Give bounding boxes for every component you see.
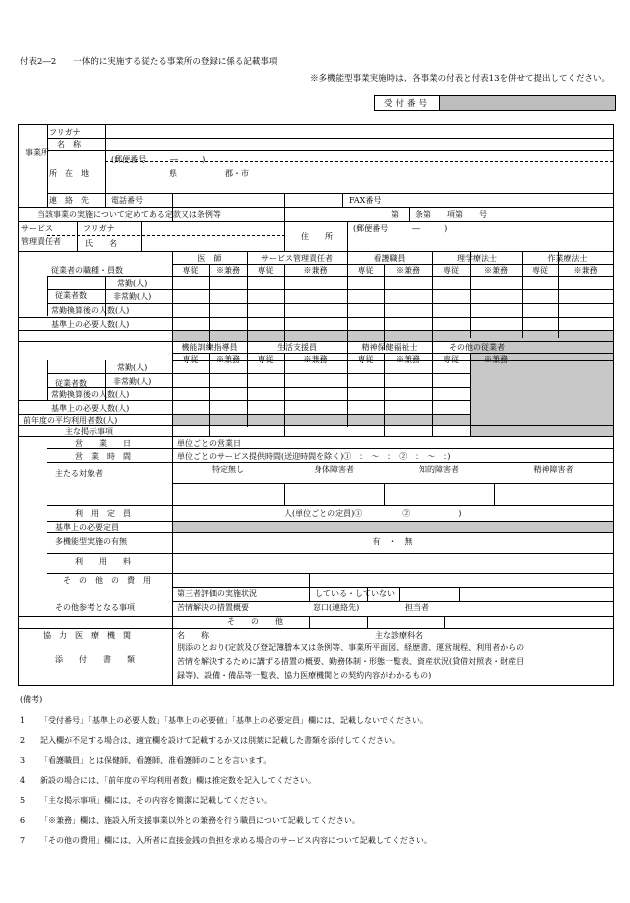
- nonregular-label: 非常勤(人): [113, 292, 152, 301]
- target-mental: 精神障害者: [533, 465, 574, 474]
- note-text: 「看護職員」とは保健師、看護師、准看護師のことを言います。: [40, 756, 272, 765]
- regular-label: 常勤(人): [117, 279, 148, 288]
- fte-label: 常勤換算後の人数(人): [51, 306, 130, 315]
- note-number: 4: [20, 776, 26, 785]
- multi-function-label: 多機能型実施の有無: [55, 537, 127, 546]
- fulltime-label: 専従: [257, 266, 274, 275]
- contact-label: 連 絡 先: [49, 196, 89, 205]
- fulltime-label: 専従: [357, 266, 374, 275]
- note-number: 2: [20, 736, 26, 745]
- office-label: 事業所: [25, 148, 49, 157]
- note-item: [20, 775, 316, 786]
- address-label: 所 在 地: [49, 169, 89, 178]
- complaint-label: 苦情解決の措置概要: [177, 603, 249, 612]
- receipt-number-label: 受付番号: [375, 96, 440, 110]
- role-pt: 理学療法士: [457, 254, 497, 263]
- concurrent-label: ※兼務: [484, 355, 508, 364]
- note-text: 新設の場合には、「前年度の平均利用者数」欄は推定数を記入してください。: [40, 776, 316, 785]
- role-other-staff: その他の従業者: [449, 343, 505, 352]
- role-ot: 作業療法士: [547, 254, 588, 263]
- attachments-line1: 別添のとおり(定款及び登記簿謄本又は条例等、事業所平面図、経歴書、運営規程、利用者からの: [177, 643, 525, 652]
- dept-label: 主な診療科名: [375, 631, 423, 640]
- note-item: [20, 815, 360, 826]
- target-unspecified: 特定無し: [212, 465, 244, 474]
- required-staff-label: 基準上の必要人数(人): [51, 320, 130, 329]
- staff-count-label: 従業者数: [55, 291, 87, 300]
- multi-function-note: ※多機能型事業実施時は、各事業の付表と付表13を併せて提出してください。: [310, 74, 610, 84]
- note-number: 6: [20, 816, 26, 825]
- receipt-number-box: [374, 95, 616, 111]
- business-days-label: 営 業 日: [75, 439, 131, 448]
- staff-count-label: 従業者数: [55, 379, 87, 388]
- manager-label-line1: サービス: [21, 224, 53, 233]
- concurrent-label: ※兼務: [484, 266, 508, 275]
- manager-label-line2: 管理責任者: [21, 237, 61, 246]
- target-intellectual: 知的障害者: [419, 465, 459, 474]
- pref-city-text: 県 郡・市: [169, 169, 249, 178]
- receipt-number-field: [440, 96, 615, 110]
- fax-label: FAX番号: [349, 196, 382, 205]
- postal-code-text: (郵便番号 ― ): [111, 155, 206, 164]
- note-item: [20, 755, 271, 766]
- fulltime-label: 専従: [182, 355, 199, 364]
- concurrent-label: ※兼務: [396, 266, 420, 275]
- note-item: [20, 835, 432, 846]
- concurrent-label: ※兼務: [216, 355, 240, 364]
- note-text: 「その他の費用」欄には、入所者に直接金銭の負担を求める場合のサービス内容について記載してください。: [40, 836, 432, 845]
- staff-title: 従業者の職種・員数: [51, 266, 123, 275]
- note-text: 「主な掲示事項」欄には、その内容を簡潔に記載してください。: [40, 796, 272, 805]
- residence-label: 住 所: [301, 232, 333, 241]
- note-item: [20, 735, 400, 746]
- note-number: 7: [20, 836, 26, 845]
- required-staff-label: 基準上の必要人数(人): [51, 404, 130, 413]
- others-label: そ の 他: [227, 617, 283, 626]
- concurrent-label: ※兼務: [303, 266, 328, 275]
- fee-label: 利 用 料: [75, 557, 131, 566]
- note-number: 5: [20, 796, 26, 805]
- avg-users-label: 前年度の平均利用者数(人): [23, 416, 118, 425]
- name-label: 名 称: [57, 140, 81, 149]
- target-physical: 身体障害者: [314, 465, 354, 474]
- concurrent-label: ※兼務: [573, 266, 598, 275]
- note-number: 3: [20, 756, 26, 765]
- attachments-line2: 苦情を解決するために講ずる措置の概要、勤務体制・形態一覧表、資産状況(貸借対照表・財産目: [177, 657, 525, 666]
- concurrent-label: ※兼務: [303, 355, 328, 364]
- manager-furigana-label: フリガナ: [83, 224, 115, 233]
- article-text: 第 条第 項第 号: [391, 210, 487, 219]
- note-item: [20, 715, 428, 726]
- ordinance-label: 当該事業の実施について定めてある定款又は条例等: [37, 210, 221, 219]
- person-label: 担当者: [405, 603, 429, 612]
- business-hours-label: 営 業 時 間: [75, 452, 131, 461]
- coop-label: 協 力 医 療 機 関: [43, 631, 131, 640]
- note-number: 1: [20, 716, 26, 725]
- notes-title: (備考): [20, 695, 43, 704]
- fulltime-label: 専従: [357, 355, 374, 364]
- role-functional-trainer: 機能訓練指導員: [181, 343, 238, 352]
- fulltime-label: 専従: [182, 266, 199, 275]
- concurrent-label: ※兼務: [396, 355, 420, 364]
- coop-name-label: 名 称: [177, 631, 209, 640]
- third-party-value: している・していない: [315, 589, 395, 598]
- business-hours-value: 単位ごとのサービス提供時間(送迎時間を除く)① ： ～ ： ② ： ～ ：): [177, 452, 451, 461]
- role-nursing: 看護職員: [373, 254, 406, 263]
- window-label: 窓口(連絡先): [313, 603, 360, 612]
- target-label: 主たる対象者: [55, 469, 103, 478]
- capacity-value: 人(単位ごとの定員)① ② ): [284, 509, 462, 518]
- other-fee-label: そ の 他 の 費 用: [63, 576, 151, 585]
- note-item: [20, 795, 272, 806]
- third-party-label: 第三者評価の実施状況: [177, 589, 257, 598]
- note-text: 「受付番号」「基準上の必要人数」「基準上の必要値」「基準上の必要定員」欄には、記載しないでください。: [40, 716, 428, 725]
- note-text: 記入欄が不足する場合は、適宜欄を設けて記載するか又は別葉に記載した書類を添付してください。: [40, 736, 400, 745]
- fulltime-label: 専従: [532, 266, 548, 275]
- fte-label: 常勤換算後の人数(人): [51, 390, 130, 399]
- fulltime-label: 専従: [443, 355, 459, 364]
- note-text: 「※兼務」欄は、施設入所支援事業以外との兼務を行う職員について記載してください。: [40, 816, 360, 825]
- std-capacity-label: 基準上の必要定員: [55, 523, 119, 532]
- role-life-support: 生活支援員: [277, 343, 317, 352]
- business-days-value: 単位ごとの営業日: [177, 439, 241, 448]
- manager-postal-text: (郵便番号 ― ): [353, 224, 448, 233]
- phone-label: 電話番号: [111, 196, 143, 205]
- attachments-line3: 録等)、設備・備品等一覧表、協力医療機関との契約内容がわかるもの): [177, 671, 432, 680]
- furigana-label: フリガナ: [49, 128, 81, 137]
- fulltime-label: 専従: [257, 355, 274, 364]
- regular-label: 常勤(人): [117, 363, 148, 372]
- multi-function-value: 有 ・ 無: [372, 537, 413, 546]
- capacity-label: 利 用 定 員: [75, 509, 131, 518]
- manager-name-label: 氏 名: [85, 239, 117, 248]
- role-doctor: 医 師: [197, 254, 222, 263]
- concurrent-label: ※兼務: [216, 266, 240, 275]
- role-psychiatric-sw: 精神保健福祉士: [361, 343, 418, 352]
- other-ref-label: その他参考となる事項: [55, 603, 135, 612]
- registration-form-table: [18, 124, 614, 686]
- required-staff-row1-shade: [172, 330, 613, 341]
- document-title: 付表2―2 一体的に実施する従たる事業所の登録に係る記載事項: [20, 57, 278, 67]
- role-service-manager: サービス管理責任者: [261, 254, 333, 263]
- main-items-label: 主な掲示事項: [65, 427, 113, 436]
- nonregular-label: 非常勤(人): [113, 377, 152, 386]
- fulltime-label: 専従: [443, 266, 459, 275]
- attachments-label: 添 付 書 類: [55, 655, 135, 664]
- std-capacity-shade: [172, 521, 613, 532]
